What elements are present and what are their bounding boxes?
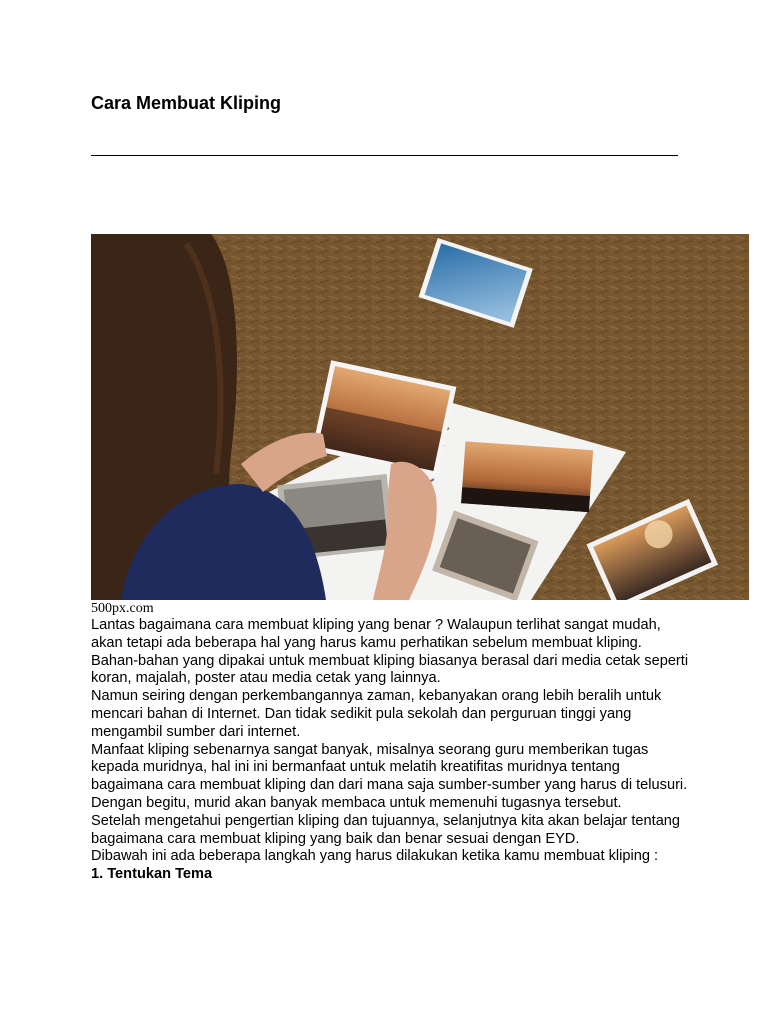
image-caption: 500px.com (91, 601, 154, 616)
section-heading: 1. Tentukan Tema (91, 866, 213, 883)
paragraph: Manfaat kliping sebenarnya sangat banyak, misalnya seorang guru memberikan tugas kepada muridnya, hal ini ini bermanfaat untuk melatih kreatifitas muridnya tentang bagaimana cara membuat kliping dan dari mana saja sumber-sumber yang harus di telusuri. Dengan begitu, murid akan banyak membaca untuk memenuhi tugasnya tersebut. (91, 741, 688, 811)
document-title: Cara Membuat Kliping (91, 93, 282, 113)
paragraph: Namun seiring dengan perkembangannya zaman, kebanyakan orang lebih beralih untuk mencari bahan di Internet. Dan tidak sedikit pula sekolah dan perguruan tinggi yang mengambil sumber dari internet. (91, 688, 662, 740)
article-body (91, 617, 691, 884)
paragraph: Dibawah ini ada beberapa langkah yang harus dilakukan ketika kamu membuat kliping : (91, 848, 659, 865)
article-photo (91, 234, 749, 600)
paragraph: Setelah mengetahui pengertian kliping dan tujuannya, selanjutnya kita akan belajar tentang bagaimana cara membuat kliping yang baik dan benar sesuai dengan EYD. (91, 812, 681, 847)
paragraph: Lantas bagaimana cara membuat kliping yang benar ? Walaupun terlihat sangat mudah, akan tetapi ada beberapa hal yang harus kamu perhatikan sebelum membuat kliping. (91, 617, 661, 651)
title-divider (91, 155, 678, 156)
paragraph: Bahan-bahan yang dipakai untuk membuat kliping biasanya berasal dari media cetak seperti koran, majalah, poster atau media cetak yang lainnya. (91, 652, 689, 687)
